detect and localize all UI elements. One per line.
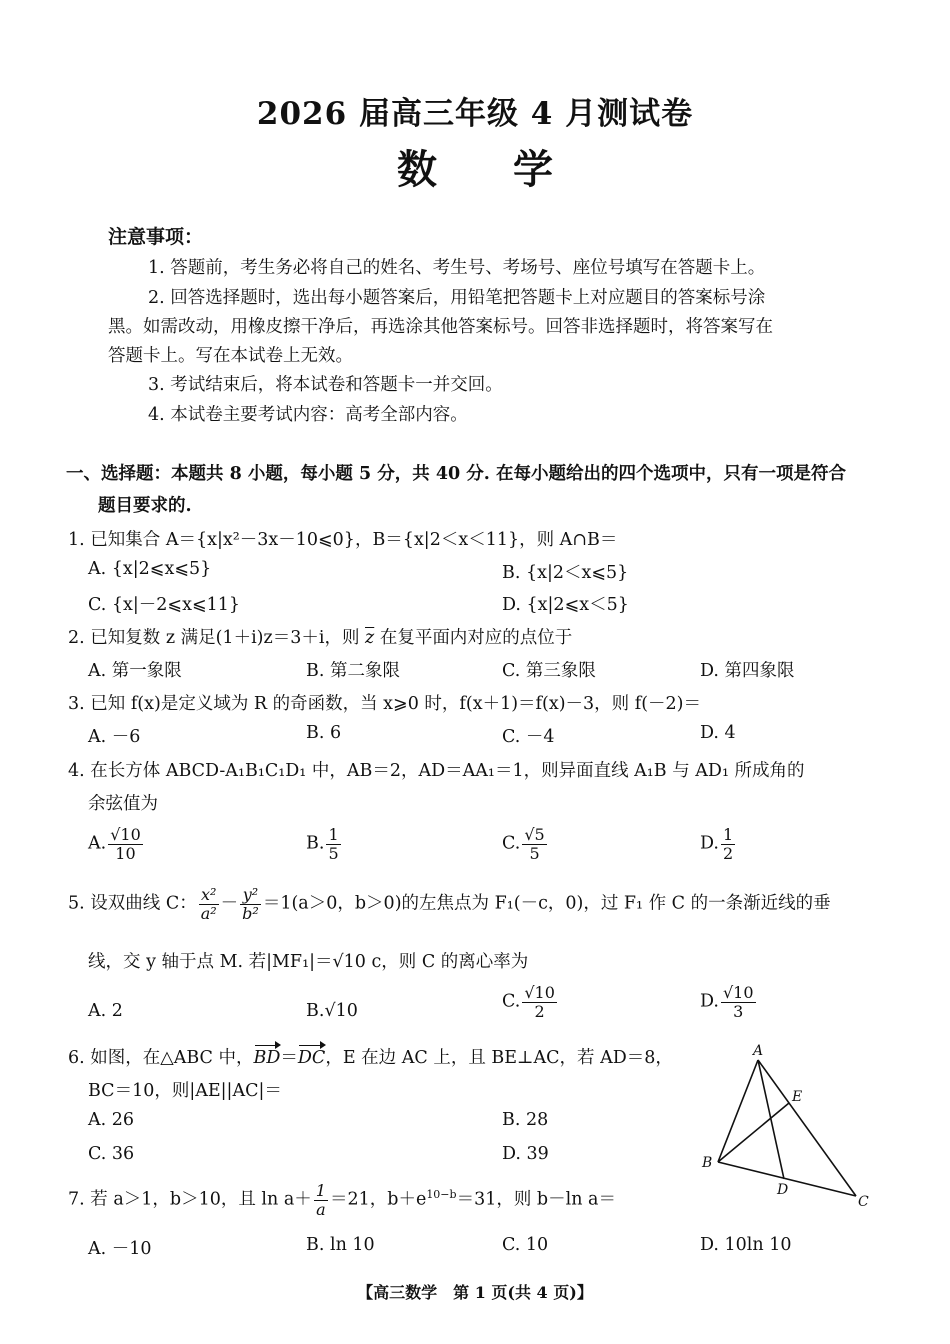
q5-c-label: C.	[502, 991, 521, 1012]
question-1-stem: 1. 已知集合 A＝{x|x²－3x－10⩽0}，B＝{x|2＜x＜11}，则 A∩B＝	[68, 530, 618, 550]
q4-b-num: 1	[328, 825, 339, 844]
notice-line-5: 3. 考试结束后，将本试卷和答题卡一并交回。	[148, 375, 503, 395]
q4-a-den: 10	[115, 843, 136, 863]
subject-title: 数学	[397, 146, 629, 193]
q7-option-c: C. 10	[502, 1235, 549, 1255]
q6-option-a: A. 26	[88, 1110, 135, 1130]
section-heading-cont: 题目要求的.	[98, 496, 192, 516]
q4-d-label: D.	[700, 833, 719, 854]
triangle-figure	[690, 1036, 890, 1216]
q4-c-den: 5	[529, 843, 540, 863]
notice-line-3: 黑。如需改动，用橡皮擦干净后，再选涂其他答案标号。回答非选择题时，将答案写在	[108, 317, 773, 337]
q5-stem-part2: ＝1(a＞0，b＞0)的左焦点为 F₁(－c，0)，过 F₁ 作 C 的一条渐近线的垂	[262, 893, 831, 914]
q7-exponent: 10−b	[426, 1187, 457, 1201]
q7-fraction	[314, 1182, 328, 1218]
question-6-stem	[68, 1044, 673, 1069]
q6-option-c: C. 36	[88, 1144, 135, 1164]
q6-option-d: D. 39	[502, 1144, 549, 1164]
q7-option-b: B. ln 10	[306, 1235, 375, 1255]
q7-stem-part1: 7. 若 a＞1，b＞10，且 ln a＋	[68, 1189, 312, 1210]
question-2-stem	[68, 624, 572, 649]
question-5-stem-cont: 线，交 y 轴于点 M. 若|MF₁|＝√10 c，则 C 的离心率为	[88, 952, 529, 972]
q4-d-num: 1	[722, 825, 734, 844]
q3-option-c: C. －4	[502, 727, 555, 747]
q5-option-b	[306, 1001, 358, 1021]
q2-option-c: C. 第三象限	[502, 661, 596, 681]
q1-option-d: D. {x|2⩽x＜5}	[502, 595, 629, 615]
q1-option-b: B. {x|2＜x⩽5}	[502, 563, 629, 583]
q3-option-d: D. 4	[700, 723, 736, 743]
q5-c-den: 2	[534, 1001, 545, 1021]
q5-option-a: A. 2	[88, 1001, 123, 1021]
q6-vector-bd: BD	[253, 1048, 281, 1068]
point-label-e: E	[792, 1089, 803, 1105]
page-footer: 【高三数学 第 1 页(共 4 页)】	[357, 1283, 593, 1302]
notice-line-2: 2. 回答选择题时，选出每小题答案后，用铅笔把答题卡上对应题目的答案标号涂	[148, 288, 766, 308]
question-5-stem	[68, 886, 831, 922]
q7-f-den: a	[316, 1199, 326, 1219]
question-4-stem: 4. 在长方体 ABCD-A₁B₁C₁D₁ 中，AB＝2，AD＝AA₁＝1，则异面直线 A₁B 与 AD₁ 所成角的	[68, 761, 805, 781]
q2-zbar: $\overline{z}$	[365, 628, 375, 648]
q6-stem-part1: 6. 如图，在△ABC 中，	[68, 1048, 254, 1068]
vertex-label-a: A	[753, 1043, 764, 1059]
question-4-stem-cont: 余弦值为	[88, 794, 158, 814]
edge-ab	[718, 1060, 758, 1162]
vertex-label-c: C	[858, 1194, 869, 1210]
q5-minus: －	[220, 893, 239, 914]
q5-c-num: √10	[524, 983, 555, 1002]
q1-option-c: C. {x|－2⩽x⩽11}	[88, 595, 241, 615]
q5-option-d	[700, 984, 758, 1020]
q7-stem-part3: ＝31，则 b－ln a＝	[456, 1189, 616, 1210]
q2-option-a: A. 第一象限	[88, 661, 182, 681]
q5-b-label: B.	[306, 1001, 325, 1021]
q4-b-label: B.	[306, 833, 325, 854]
q4-option-a	[88, 826, 145, 862]
q5-f1-den: a²	[200, 903, 217, 923]
q5-f2-den: b²	[242, 903, 259, 923]
q1-option-a: A. {x|2⩽x⩽5}	[88, 559, 212, 579]
q4-d-fraction	[721, 826, 735, 862]
q7-option-a: A. －10	[88, 1239, 152, 1259]
q4-a-num: √10	[110, 825, 141, 844]
vertex-label-b: B	[702, 1155, 713, 1171]
q6-option-b: B. 28	[502, 1110, 549, 1130]
q3-option-a: A. －6	[88, 727, 141, 747]
q4-b-den: 5	[328, 843, 339, 863]
section-heading: 一、选择题：本题共 8 小题，每小题 5 分，共 40 分. 在每小题给出的四个选项中，只有一项是符合	[66, 464, 846, 484]
notice-line-4: 答题卡上。写在本试卷上无效。	[108, 346, 353, 366]
q5-c-fraction	[522, 984, 557, 1020]
q2-stem-part1: 2. 已知复数 z 满足(1＋i)z＝3＋i，则	[68, 628, 366, 648]
exam-title: 2026 届高三年级 4 月测试卷	[256, 96, 694, 132]
question-7-stem	[68, 1182, 616, 1218]
q5-f1-num: x²	[199, 886, 219, 905]
q5-option-c	[502, 984, 559, 1020]
q2-option-b: B. 第二象限	[306, 661, 400, 681]
question-3-stem: 3. 已知 f(x)是定义域为 R 的奇函数，当 x⩾0 时，f(x＋1)＝f(x)－3，则 f(－2)＝	[68, 694, 702, 714]
notice-line-1: 1. 答题前，考生务必将自己的姓名、考生号、考场号、座位号填写在答题卡上。	[148, 258, 766, 278]
notice-line-6: 4. 本试卷主要考试内容：高考全部内容。	[148, 405, 468, 425]
q4-option-b	[306, 826, 343, 862]
q7-option-d: D. 10ln 10	[700, 1235, 792, 1255]
notice-heading: 注意事项：	[108, 226, 204, 248]
q7-stem-part2: ＝21，b＋e	[329, 1189, 427, 1210]
q4-c-num: √5	[524, 825, 545, 844]
q5-f2-num: y²	[240, 886, 261, 905]
q4-option-d	[700, 826, 737, 862]
q2-option-d: D. 第四象限	[700, 661, 795, 681]
q4-option-c	[502, 826, 549, 862]
q4-c-fraction	[522, 826, 546, 862]
q2-stem-part2: 在复平面内对应的点位于	[374, 628, 573, 648]
q5-d-label: D.	[700, 991, 719, 1012]
q6-stem-part2: ，E 在边 AC 上，且 BE⊥AC，若 AD＝8，	[325, 1048, 673, 1068]
q4-a-fraction	[108, 826, 143, 862]
q5-fraction-y	[240, 886, 261, 922]
q4-b-fraction	[326, 826, 340, 862]
q7-f-num: 1	[315, 1181, 326, 1200]
q5-b-value: √10	[324, 1001, 358, 1021]
q4-c-label: C.	[502, 833, 521, 854]
q5-d-den: 3	[733, 1001, 744, 1021]
q6-vector-dc: DC	[297, 1048, 326, 1068]
q3-option-b: B. 6	[306, 723, 342, 743]
point-label-d: D	[777, 1182, 789, 1198]
q5-stem-part1: 5. 设双曲线 C：	[68, 893, 197, 914]
q5-d-num: √10	[722, 983, 754, 1002]
q6-equals: ＝	[280, 1048, 298, 1068]
q4-a-label: A.	[88, 833, 107, 854]
q4-d-den: 2	[722, 843, 734, 863]
q5-d-fraction	[721, 984, 756, 1020]
q5-fraction-x	[199, 886, 219, 922]
question-6-stem-cont: BC＝10，则|AE||AC|＝	[88, 1081, 282, 1101]
